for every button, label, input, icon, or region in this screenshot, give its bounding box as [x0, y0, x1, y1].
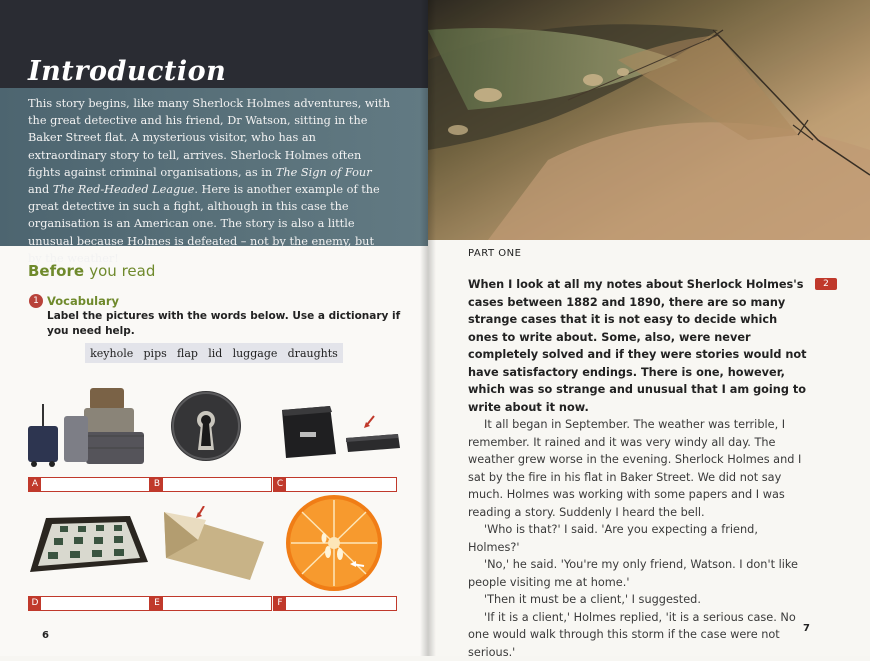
label-letter-e: E [151, 597, 163, 610]
word-lid: lid [208, 347, 222, 360]
part-one-heading: PART ONE [468, 248, 521, 259]
vocabulary-instruction: Label the pictures with the words below. Use a dictionary if you need help. [47, 309, 407, 339]
intro-text-and: and [28, 183, 53, 196]
label-box-a[interactable] [28, 477, 150, 492]
picture-box-lid [280, 398, 404, 466]
label-letter-f: F [274, 597, 286, 610]
label-box-f[interactable] [273, 596, 397, 611]
picture-draughts [26, 512, 150, 578]
story-text [468, 276, 810, 661]
picture-keyhole [170, 384, 242, 468]
exercise-number: 1 [29, 294, 43, 308]
label-box-c[interactable] [273, 477, 397, 492]
page-number-right: 7 [803, 623, 810, 634]
story-paragraph-2: 'Who is that?' I said. 'Are you expecting a friend, Holmes?' [468, 521, 810, 556]
picture-luggage [24, 386, 148, 468]
book-gutter [420, 0, 436, 656]
story-paragraph-4: 'Then it must be a client,' I suggested. [468, 591, 810, 609]
book-title-red-headed-league: The Red-Headed League [53, 183, 194, 196]
picture-envelope-flap [158, 506, 268, 582]
vocabulary-heading: Vocabulary [47, 294, 119, 308]
word-flap: flap [177, 347, 198, 360]
book-title-sign-of-four: The Sign of Four [276, 166, 372, 179]
label-letter-c: C [274, 478, 286, 491]
page-number-left: 6 [42, 630, 49, 641]
intro-text-part1: This story begins, like many Sherlock Holmes adventures, with the great detective and his friend, Dr Watson, sitting in the Baker Street flat. A mysterious visitor, who has an extraordinary story to tell, arrives. Sherlock Holmes often fights against criminal organisations, as in [28, 97, 390, 179]
before-you-read-heading [28, 262, 155, 280]
label-box-e[interactable] [150, 596, 272, 611]
story-paragraph-5: 'If it is a client,' Holmes replied, 'it is a serious case. No one would walk through this storm if the case were not serious.' [468, 609, 810, 661]
word-box [85, 343, 343, 363]
word-pips: pips [144, 347, 167, 360]
story-paragraph-1: It all began in September. The weather was terrible, I remember. It rained and it was very windy all day. The weather grew worse in the evening. Sherlock Holmes and I sat by the fire in his flat in Baker Street. We did not say much. Holmes was working with some papers and I was reading a story. Suddenly I heard the bell. [468, 416, 810, 521]
before-word: Before [28, 262, 84, 280]
label-letter-b: B [151, 478, 163, 491]
storm-illustration [428, 0, 870, 240]
you-read-words: you read [89, 262, 155, 280]
label-box-d[interactable] [28, 596, 150, 611]
word-keyhole: keyhole [90, 347, 133, 360]
introduction-text [28, 95, 390, 267]
word-luggage: luggage [233, 347, 278, 360]
introduction-title: Introduction [28, 56, 226, 87]
label-letter-d: D [29, 597, 41, 610]
intro-text-part2: . Here is another example of the great detective in such a fight, although in this case the organisation is an American one. The story is also a little unusual because Holmes is defeated – not by the enemy, but by the weather! [28, 183, 380, 265]
word-draughts: draughts [288, 347, 338, 360]
story-lead-paragraph: When I look at all my notes about Sherlock Holmes's cases between 1882 and 1890, there are so many strange cases that it is not easy to decide which ones to write about. Some, also, were never completely solved and if they were stories would not have satisfactory endings. There is one, however, which was so strange and unusual that I am going to write about it now. [468, 276, 810, 416]
headphone-audio-icon[interactable]: 2 [815, 278, 837, 290]
picture-orange-pips [284, 494, 384, 592]
story-paragraph-3: 'No,' he said. 'You're my only friend, Watson. I don't like people visiting me at home.' [468, 556, 810, 591]
label-box-b[interactable] [150, 477, 272, 492]
label-letter-a: A [29, 478, 41, 491]
